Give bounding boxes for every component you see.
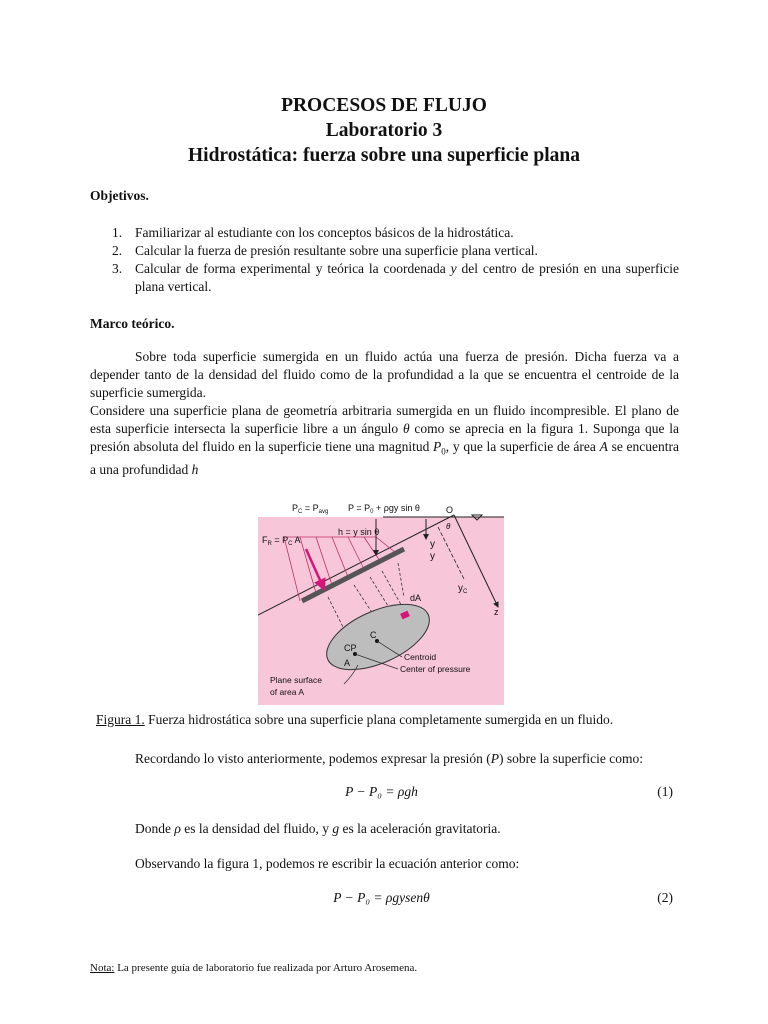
label-yc: $y_C$ (458, 583, 468, 595)
footnote-text: La presente guía de laboratorio fue realizada por Arturo Arosemena. (114, 962, 418, 974)
label-y2: y (430, 551, 435, 562)
label-h: h = y sin θ (338, 527, 380, 537)
list-item (90, 242, 679, 260)
equation-number: (1) (657, 784, 673, 799)
objectives-list (90, 224, 679, 296)
label-a: A (344, 658, 351, 668)
label-pc: $P_C = P_{avg}$ (292, 503, 329, 515)
theory-heading: Marco teórico. (90, 316, 175, 331)
variable-h: h (191, 461, 199, 477)
label-y1: y (430, 539, 435, 550)
label-c: C (370, 630, 377, 640)
subscript: 0 (441, 446, 446, 457)
paragraph-text: , y que la superficie de área (445, 439, 600, 454)
caption-text: Fuerza hidrostática sobre una superficie plana completamente sumergida en un fluido. (144, 712, 614, 727)
paragraph-text: es la densidad del fluido, y (180, 821, 333, 836)
where-paragraph (135, 820, 679, 838)
list-item (90, 224, 679, 242)
variable-p0: P (433, 439, 442, 454)
label-centroid: Centroid (404, 652, 437, 662)
hydrostatic-force-figure (258, 497, 504, 705)
paragraph-text: es la aceleración gravitatoria. (339, 821, 501, 836)
observing-paragraph: Observando la figura 1, podemos re escribir la ecuación anterior como: (135, 856, 520, 871)
label-o: O (446, 505, 454, 515)
paragraph-text: ) sobre la superficie como: (499, 751, 643, 766)
equation-intro (90, 750, 679, 768)
variable-y: y (450, 261, 457, 276)
caption-label: Figura 1. (96, 712, 145, 727)
label-da: dA (410, 593, 422, 603)
list-number: 3. (112, 261, 123, 276)
list-text: Familiarizar al estudiante con los conceptos básicos de la hidrostática. (135, 225, 514, 240)
figure-caption (96, 712, 613, 728)
list-number: 2. (112, 243, 123, 258)
variable-rho: ρ (174, 821, 181, 836)
equation-number: (2) (657, 890, 673, 905)
lab-number: Laboratorio 3 (325, 120, 443, 141)
label-p: $P = P_0 + \rho gy$ sin θ (348, 503, 420, 515)
equation-expression: P − P₀ = ρgh (345, 784, 418, 799)
paragraph-text: se encuentra a una profundidad (90, 439, 679, 477)
theory-paragraph-2 (90, 402, 679, 479)
list-text: Calcular la fuerza de presión resultante sobre una superficie plana vertical. (135, 243, 538, 258)
list-number: 1. (112, 225, 123, 240)
label-center-pressure: Center of pressure (400, 664, 471, 674)
label-theta: θ (446, 522, 451, 531)
variable-a: A (599, 439, 608, 454)
list-text: Calcular de forma experimental y teórica la coordenada (135, 261, 451, 276)
variable-theta: θ (402, 421, 410, 436)
lab-title: Hidrostática: fuerza sobre una superficie plana (188, 145, 580, 166)
paragraph-text: como se aprecia en la figura 1. Suponga que la presión absoluta del fluido en la superficie tiene una magnitud (90, 421, 679, 454)
label-plane-surface: Plane surface (270, 675, 322, 685)
course-title: PROCESOS DE FLUJO (281, 95, 487, 116)
objectives-heading: Objetivos. (90, 188, 149, 203)
list-text: del centro de presión en una superficie plana vertical. (135, 261, 679, 294)
paragraph-text: Considere una superficie plana de geometría arbitraria sumergida en un fluido incompresible. El plano de esta superficie intersecta la superficie libre a un ángulo (90, 403, 679, 436)
paragraph-text: Donde (135, 821, 175, 836)
label-area: of area A (270, 687, 305, 697)
footnote (90, 962, 417, 974)
title-block (0, 93, 768, 168)
list-item (90, 260, 679, 296)
theory-paragraph-1: Sobre toda superficie sumergida en un fluido actúa una fuerza de presión. Dicha fuerza va a depender tanto de la densidad del fluido como de la profundidad a la que se encuentra el centroide de la superficie sumergida. (90, 349, 679, 400)
variable-p: P (490, 751, 500, 766)
variable-g: g (332, 821, 340, 836)
label-fr: $F_R = P_C$ A (262, 535, 301, 547)
label-cp: CP (344, 643, 357, 653)
equation-expression: P − P₀ = ρgysenθ (333, 890, 430, 905)
paragraph-text: Recordando lo visto anteriormente, podemos expresar la presión ( (135, 751, 491, 766)
label-z: z (494, 607, 499, 617)
footnote-label: Nota: (90, 962, 115, 974)
